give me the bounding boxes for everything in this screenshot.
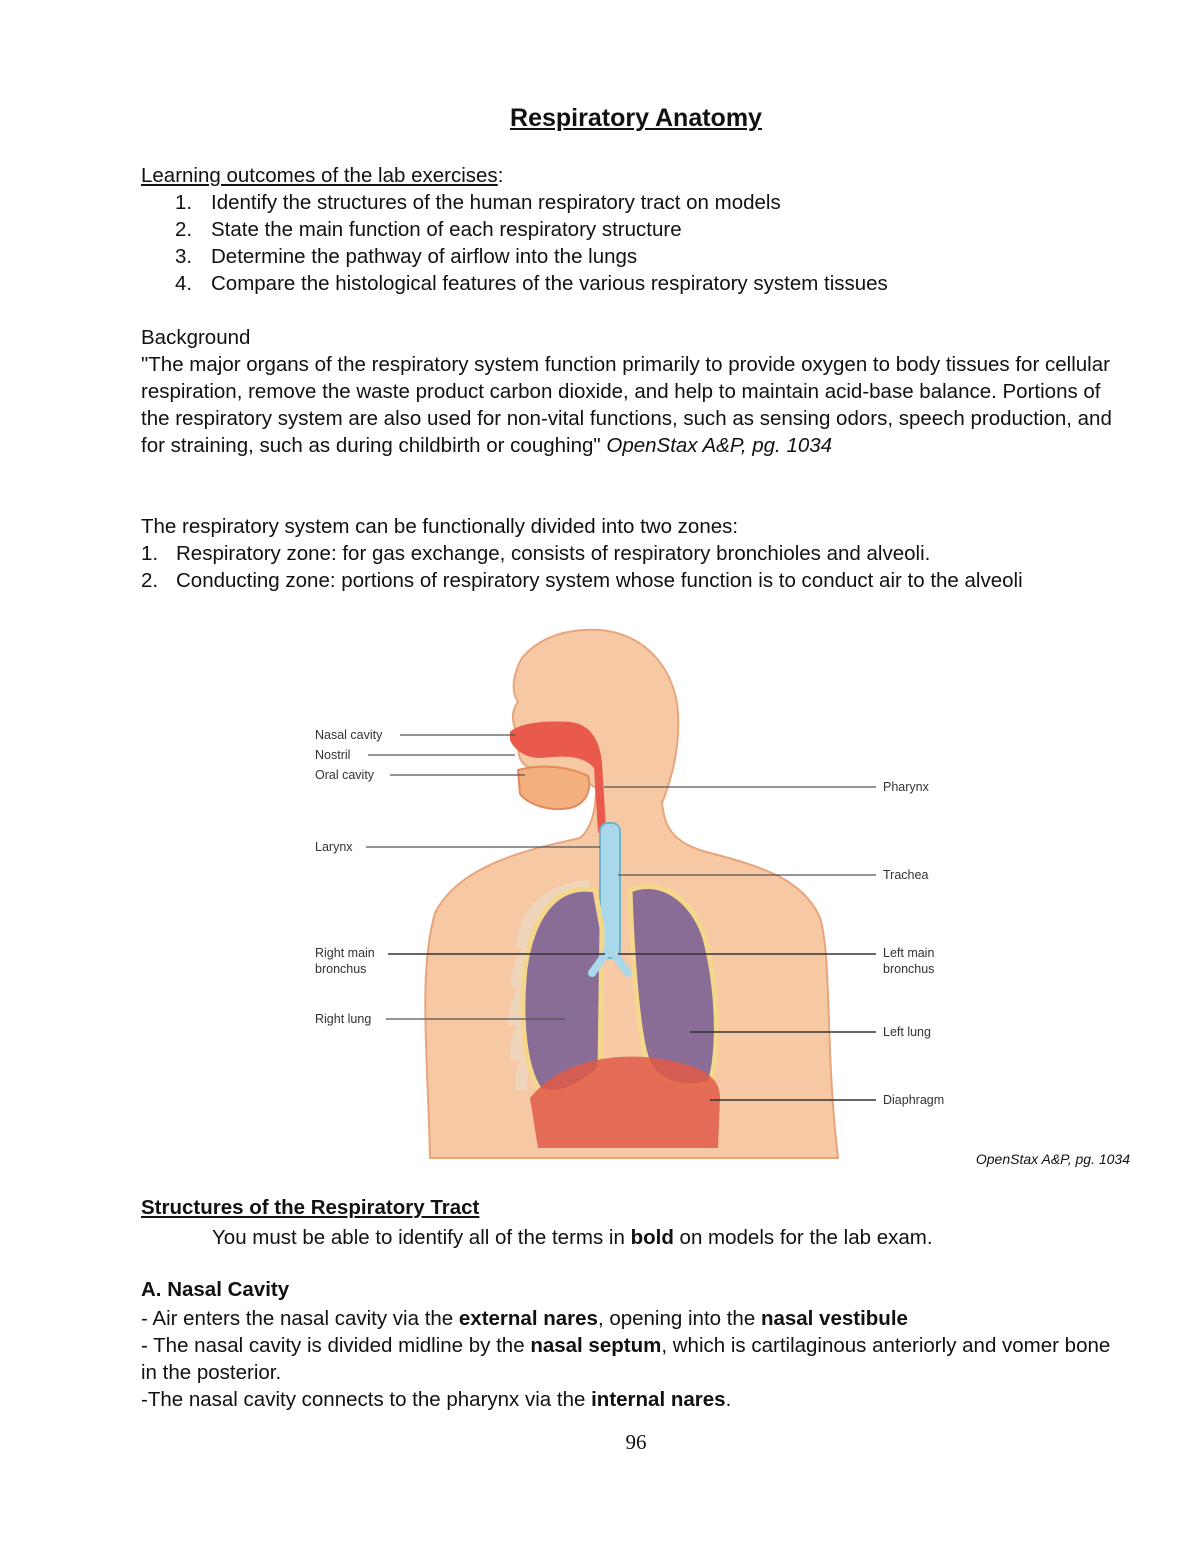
list-item: 2. Conducting zone: portions of respiratory system whose function is to conduct air to the alveoli bbox=[141, 569, 1023, 592]
zones-intro: The respiratory system can be functionally divided into two zones: bbox=[141, 515, 739, 538]
page-title: Respiratory Anatomy bbox=[510, 104, 762, 132]
nasal-line-3: -The nasal cavity connects to the pharynx via the internal nares. bbox=[141, 1388, 732, 1411]
nasal-line-2: - The nasal cavity is divided midline by the nasal septum, which is cartilaginous anteriorly and vomer bone in the posterior. bbox=[141, 1334, 1111, 1384]
label-right-main: Right main bbox=[315, 946, 375, 960]
list-item: 1. Respiratory zone: for gas exchange, consists of respiratory bronchioles and alveoli. bbox=[141, 542, 931, 565]
label-trachea: Trachea bbox=[883, 868, 929, 882]
label-diaphragm: Diaphragm bbox=[883, 1093, 945, 1107]
list-item: 1. Identify the structures of the human respiratory tract on models bbox=[175, 191, 781, 214]
label-left-main: Left main bbox=[883, 946, 935, 960]
label-larynx: Larynx bbox=[315, 840, 353, 854]
quote-citation: OpenStax A&P, pg. 1034 bbox=[606, 434, 833, 457]
nasal-cavity-heading: A. Nasal Cavity bbox=[141, 1278, 290, 1301]
structures-heading: Structures of the Respiratory Tract bbox=[141, 1196, 480, 1219]
nasal-line-1: - Air enters the nasal cavity via the external nares, opening into the nasal vestibule bbox=[141, 1307, 908, 1330]
zones-section bbox=[141, 513, 1131, 594]
page-number: 96 bbox=[625, 1430, 647, 1454]
label-pharynx: Pharynx bbox=[883, 780, 929, 794]
label-right-lung: Right lung bbox=[315, 1012, 372, 1026]
list-item: 3. Determine the pathway of airflow into the lungs bbox=[175, 245, 638, 268]
nasal-cavity-body bbox=[141, 1305, 1131, 1413]
background-heading: Background bbox=[141, 326, 251, 349]
background-section bbox=[141, 324, 1131, 459]
respiratory-system-figure bbox=[300, 628, 980, 1163]
outcomes-heading: Learning outcomes of the lab exercises bbox=[141, 164, 498, 187]
label-nostril: Nostril bbox=[315, 748, 351, 762]
label-right-main-bronchus: bronchus bbox=[315, 962, 367, 976]
oral-cavity-shape bbox=[518, 767, 589, 809]
label-left-main-bronchus: bronchus bbox=[883, 962, 935, 976]
figure-credit: OpenStax A&P, pg. 1034 bbox=[975, 1151, 1130, 1167]
learning-outcomes: Learning outcomes of the lab exercises: 1. Identify the structures of the human respiratory tract on models 2. State the main function of each respiratory structure 3. Determine the pathway of airflow into the lungs 4. Compare the histological features of the various respiratory system tissues bbox=[141, 162, 1131, 297]
list-item: 4. Compare the histological features of the various respiratory system tissues bbox=[175, 272, 888, 295]
label-nasal-cavity: Nasal cavity bbox=[315, 728, 383, 742]
label-left-lung: Left lung bbox=[883, 1025, 931, 1039]
structures-intro: You must be able to identify all of the terms in bold on models for the lab exam. bbox=[212, 1226, 933, 1249]
label-oral-cavity: Oral cavity bbox=[315, 768, 375, 782]
background-quote: "The major organs of the respiratory system function primarily to provide oxygen to body tissues for cellular respiration, remove the waste product carbon dioxide, and help to maintain acid-base balance. Portions of the respiratory system are also used for non-vital functions, such as sensing odors, speech production, and for straining, such as during childbirth or coughing" OpenStax A&P, pg. 1034 bbox=[141, 353, 1112, 457]
list-item: 2. State the main function of each respiratory structure bbox=[175, 218, 682, 241]
